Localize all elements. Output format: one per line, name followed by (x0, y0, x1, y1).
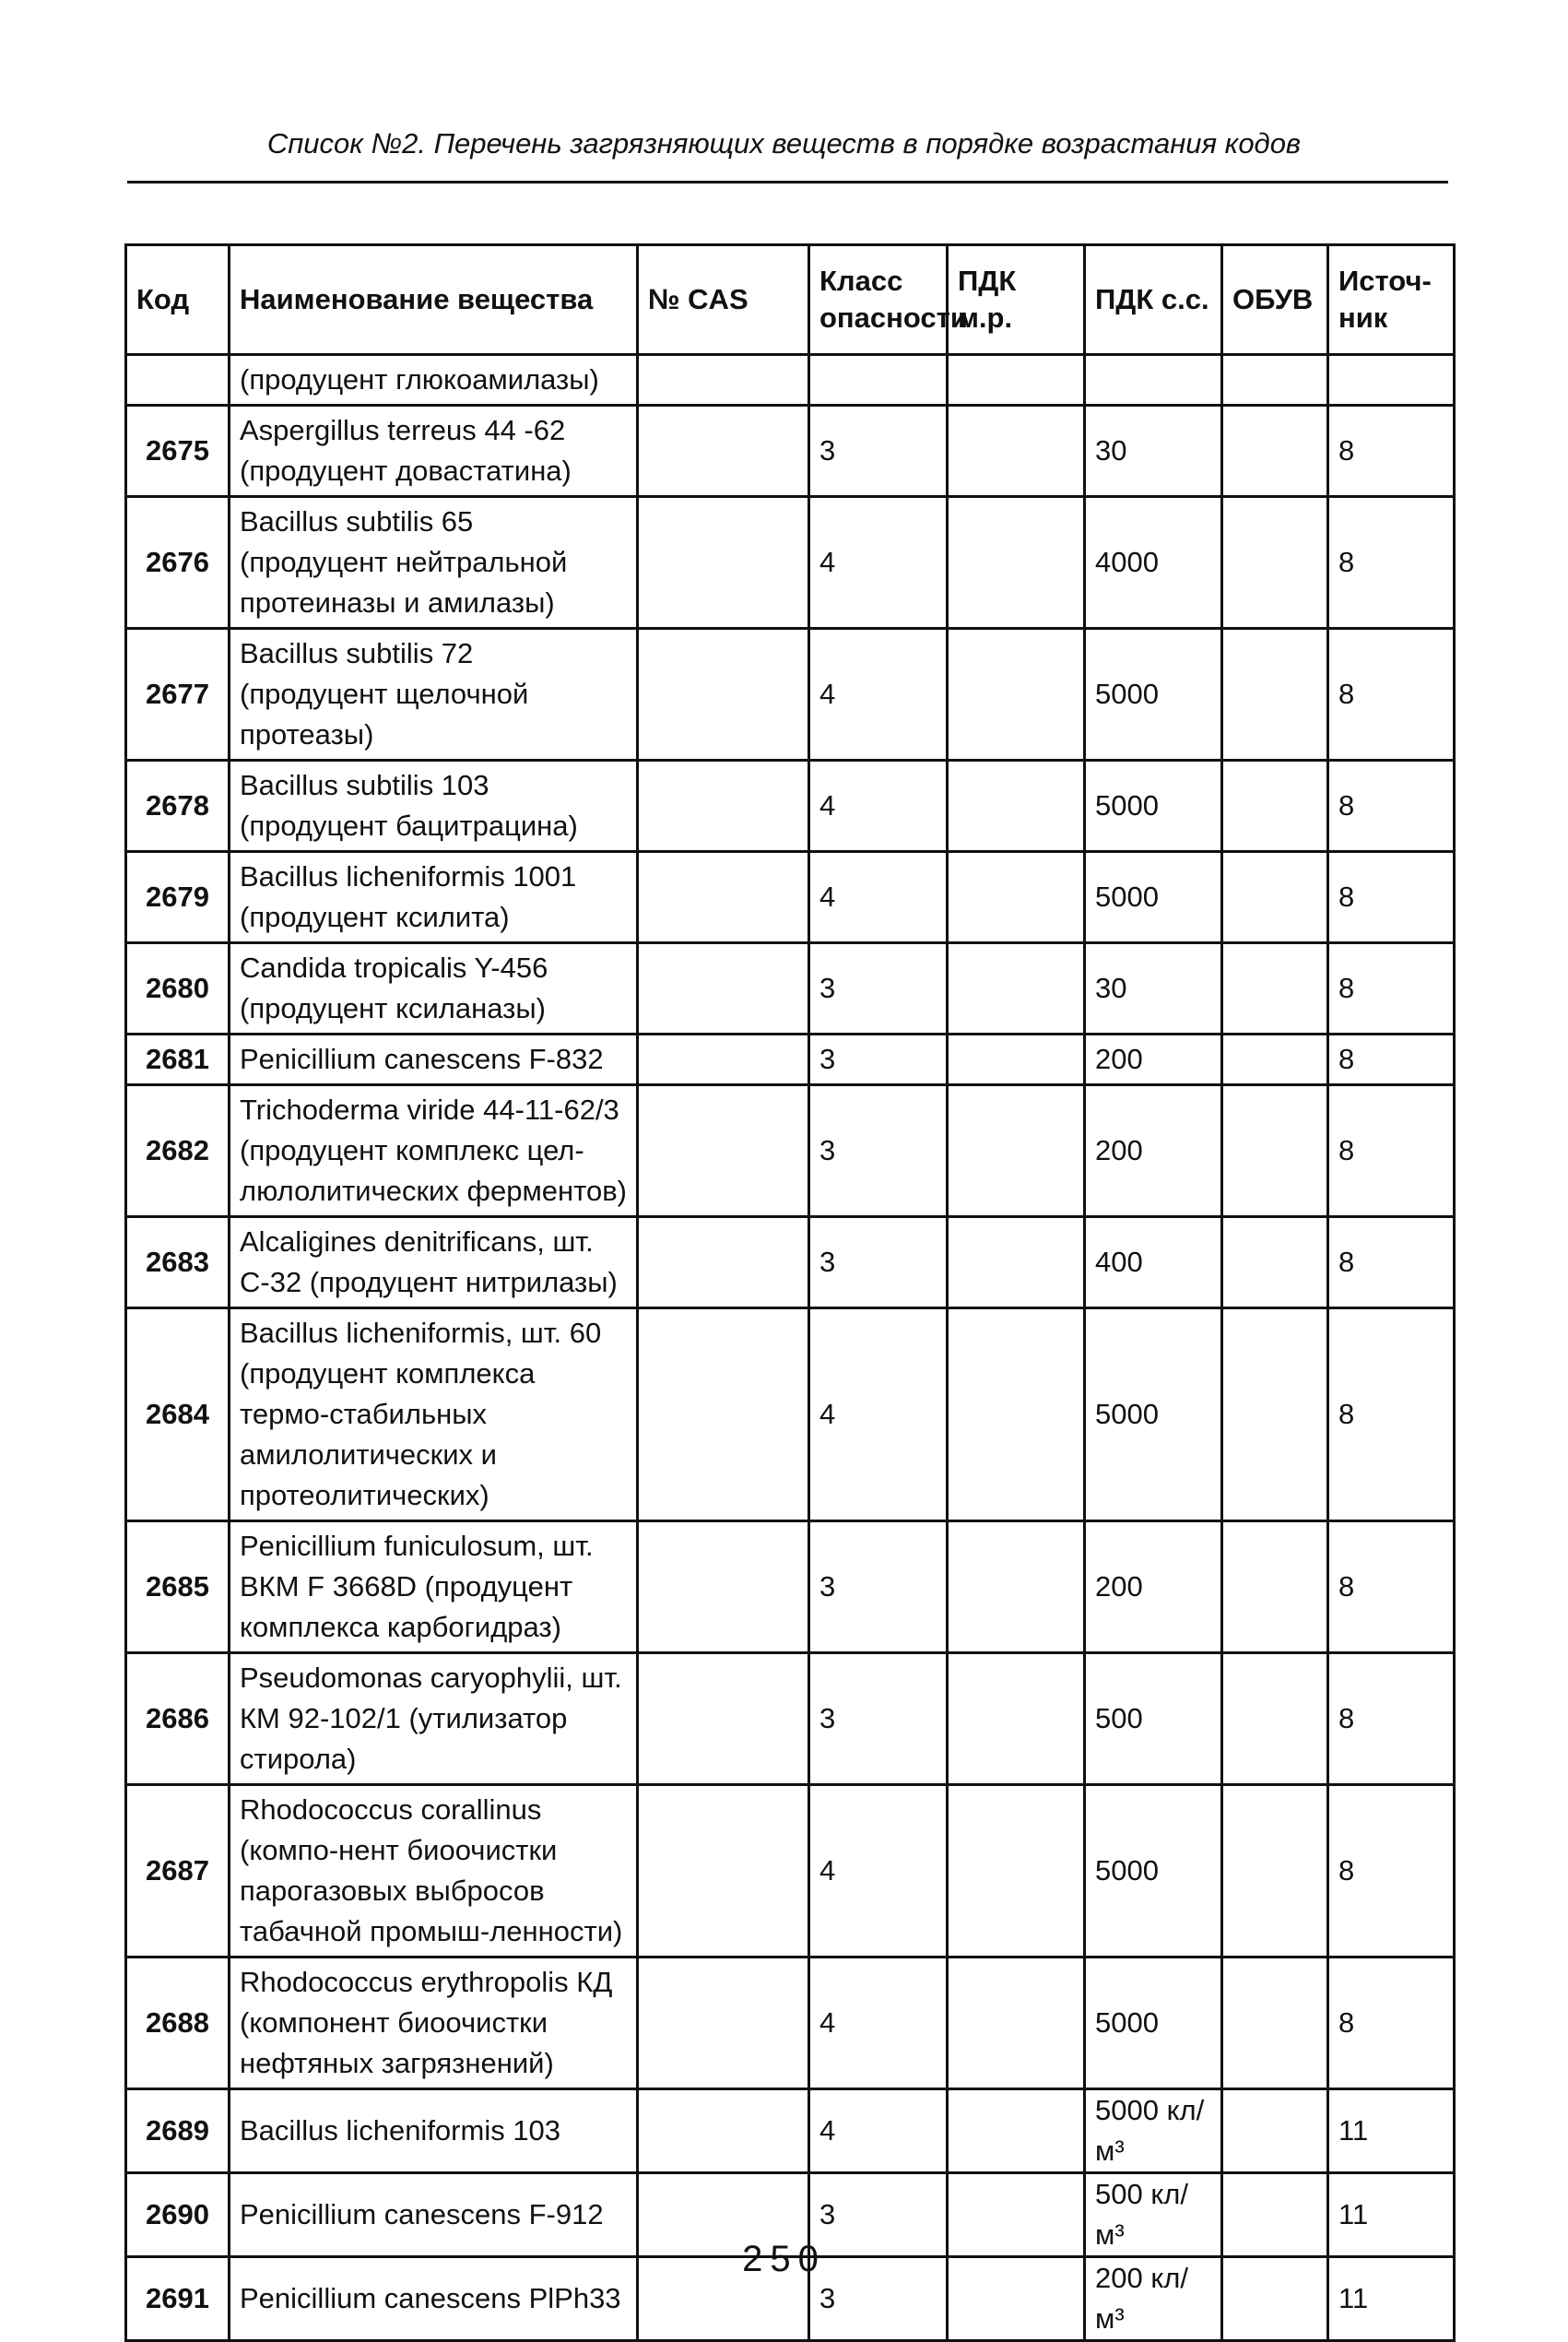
cell-pdk-ss: 4000 (1085, 497, 1222, 629)
cell-obuv (1222, 355, 1328, 406)
cell-code: 2679 (126, 852, 230, 943)
cell-pdk-mr (948, 1308, 1085, 1521)
table-row (126, 629, 1455, 761)
header-rule (127, 181, 1448, 183)
cell-pdk-mr (948, 1035, 1085, 1085)
cell-obuv (1222, 406, 1328, 497)
cell-source: 8 (1328, 497, 1455, 629)
cell-pdk-ss: 200 (1085, 1035, 1222, 1085)
cell-code: 2678 (126, 761, 230, 852)
cell-name: Rhodococcus corallinus (компо-нент биоочистки парогазовых выбросов табачной промыш-ленности) (230, 1785, 638, 1958)
cell-source: 8 (1328, 1035, 1455, 1085)
table-row (126, 761, 1455, 852)
cell-cas (638, 1035, 809, 1085)
cell-hazard-class: 4 (809, 2089, 948, 2173)
table-row (126, 1653, 1455, 1785)
cell-hazard-class: 4 (809, 1308, 948, 1521)
column-header-cas: № CAS (638, 245, 809, 355)
cell-code: 2680 (126, 943, 230, 1035)
table-row (126, 2089, 1455, 2173)
table-row (126, 497, 1455, 629)
cell-source: 8 (1328, 1521, 1455, 1653)
table-row (126, 852, 1455, 943)
cell-cas (638, 406, 809, 497)
cell-source: 8 (1328, 1217, 1455, 1308)
cell-cas (638, 1308, 809, 1521)
cell-hazard-class: 4 (809, 629, 948, 761)
cell-obuv (1222, 1653, 1328, 1785)
cell-cas (638, 1958, 809, 2089)
cell-name: Bacillus licheniformis 103 (230, 2089, 638, 2173)
cell-name: Bacillus subtilis 103 (продуцент бацитрацина) (230, 761, 638, 852)
cell-name: Aspergillus terreus 44 -62 (продуцент довастатина) (230, 406, 638, 497)
cell-pdk-ss: 30 (1085, 406, 1222, 497)
column-header-code: Код (126, 245, 230, 355)
cell-source: 8 (1328, 943, 1455, 1035)
cell-pdk-ss: 5000 (1085, 852, 1222, 943)
cell-name: Bacillus subtilis 72 (продуцент щелочной протеазы) (230, 629, 638, 761)
table-row (126, 1085, 1455, 1217)
cell-code: 2683 (126, 1217, 230, 1308)
cell-pdk-mr (948, 1521, 1085, 1653)
cell-code: 2688 (126, 1958, 230, 2089)
cell-code: 2677 (126, 629, 230, 761)
cell-pdk-ss: 5000 кл/м³ (1085, 2089, 1222, 2173)
cell-source: 8 (1328, 852, 1455, 943)
cell-code: 2691 (126, 2257, 230, 2341)
cell-obuv (1222, 497, 1328, 629)
cell-obuv (1222, 1521, 1328, 1653)
cell-code: 2686 (126, 1653, 230, 1785)
cell-hazard-class: 4 (809, 761, 948, 852)
cell-pdk-mr (948, 1085, 1085, 1217)
cell-name: Penicillium canescens F-832 (230, 1035, 638, 1085)
column-header-source: Источ-ник (1328, 245, 1455, 355)
cell-name: Bacillus subtilis 65 (продуцент нейтральной протеиназы и амилазы) (230, 497, 638, 629)
cell-cas (638, 1785, 809, 1958)
cell-cas (638, 1085, 809, 1217)
cell-name: Penicillium funiculosum, шт. ВКМ F 3668D (продуцент комплекса карбогидраз) (230, 1521, 638, 1653)
cell-source (1328, 355, 1455, 406)
cell-name: Penicillium canescens F-912 (230, 2173, 638, 2257)
cell-code: 2681 (126, 1035, 230, 1085)
cell-pdk-mr (948, 1653, 1085, 1785)
cell-name: Trichoderma viride 44-11-62/3 (продуцент комплекс цел-люлолитических ферментов) (230, 1085, 638, 1217)
column-header-obuv: ОБУВ (1222, 245, 1328, 355)
cell-pdk-ss (1085, 355, 1222, 406)
cell-source: 8 (1328, 761, 1455, 852)
table-row (126, 1217, 1455, 1308)
cell-cas (638, 1653, 809, 1785)
cell-pdk-ss: 200 (1085, 1521, 1222, 1653)
cell-obuv (1222, 1785, 1328, 1958)
cell-name: Bacillus licheniformis, шт. 60 (продуцент комплекса термо-стабильных амилолитических и протеолитических) (230, 1308, 638, 1521)
cell-code: 2684 (126, 1308, 230, 1521)
cell-obuv (1222, 1035, 1328, 1085)
cell-pdk-mr (948, 1217, 1085, 1308)
cell-pdk-ss: 5000 (1085, 629, 1222, 761)
cell-source: 8 (1328, 1958, 1455, 2089)
cell-cas (638, 2089, 809, 2173)
cell-hazard-class: 3 (809, 2257, 948, 2341)
cell-cas (638, 761, 809, 852)
cell-cas (638, 1217, 809, 1308)
cell-name: Rhodococcus erythropolis КД (компонент биоочистки нефтяных загрязнений) (230, 1958, 638, 2089)
cell-pdk-ss: 500 (1085, 1653, 1222, 1785)
table-row (126, 355, 1455, 406)
cell-pdk-ss: 400 (1085, 1217, 1222, 1308)
cell-code: 2690 (126, 2173, 230, 2257)
cell-pdk-ss: 30 (1085, 943, 1222, 1035)
cell-pdk-ss: 5000 (1085, 1785, 1222, 1958)
cell-name: Bacillus licheniformis 1001 (продуцент ксилита) (230, 852, 638, 943)
cell-obuv (1222, 1085, 1328, 1217)
cell-pdk-ss: 5000 (1085, 761, 1222, 852)
column-header-hazard-class: Класс опасности (809, 245, 948, 355)
table-row (126, 1958, 1455, 2089)
cell-hazard-class: 4 (809, 497, 948, 629)
cell-code: 2675 (126, 406, 230, 497)
cell-pdk-ss: 200 (1085, 1085, 1222, 1217)
cell-obuv (1222, 761, 1328, 852)
cell-pdk-mr (948, 406, 1085, 497)
cell-pdk-mr (948, 629, 1085, 761)
table-body (126, 355, 1455, 2341)
cell-hazard-class: 4 (809, 852, 948, 943)
cell-name: Pseudomonas caryophylii, шт. КМ 92-102/1 (утилизатор стирола) (230, 1653, 638, 1785)
cell-pdk-mr (948, 497, 1085, 629)
table-row (126, 1308, 1455, 1521)
cell-name: Penicillium canescens PlPh33 (230, 2257, 638, 2341)
cell-pdk-ss: 5000 (1085, 1308, 1222, 1521)
cell-source: 8 (1328, 1308, 1455, 1521)
page-header-title: Список №2. Перечень загрязняющих веществ в порядке возрастания кодов (266, 127, 1302, 160)
cell-cas (638, 497, 809, 629)
cell-code: 2682 (126, 1085, 230, 1217)
cell-source: 11 (1328, 2173, 1455, 2257)
cell-source: 8 (1328, 406, 1455, 497)
column-header-pdk-mr: ПДК м.р. (948, 245, 1085, 355)
cell-hazard-class (809, 355, 948, 406)
table-row (126, 1521, 1455, 1653)
cell-cas (638, 852, 809, 943)
cell-hazard-class: 3 (809, 1653, 948, 1785)
cell-pdk-ss: 5000 (1085, 1958, 1222, 2089)
cell-cas (638, 629, 809, 761)
cell-cas (638, 943, 809, 1035)
cell-hazard-class: 3 (809, 943, 948, 1035)
cell-code (126, 355, 230, 406)
cell-pdk-mr (948, 2089, 1085, 2173)
table-row (126, 1035, 1455, 1085)
cell-code: 2689 (126, 2089, 230, 2173)
page-number: 250 (742, 2239, 826, 2279)
cell-pdk-mr (948, 852, 1085, 943)
cell-source: 8 (1328, 1085, 1455, 1217)
cell-pdk-mr (948, 355, 1085, 406)
cell-hazard-class: 3 (809, 2173, 948, 2257)
cell-obuv (1222, 1308, 1328, 1521)
cell-code: 2685 (126, 1521, 230, 1653)
cell-pdk-mr (948, 943, 1085, 1035)
table-row (126, 943, 1455, 1035)
cell-cas (638, 355, 809, 406)
cell-hazard-class: 4 (809, 1958, 948, 2089)
cell-obuv (1222, 852, 1328, 943)
cell-pdk-ss: 500 кл/м³ (1085, 2173, 1222, 2257)
cell-code: 2687 (126, 1785, 230, 1958)
cell-hazard-class: 4 (809, 1785, 948, 1958)
cell-source: 11 (1328, 2257, 1455, 2341)
cell-name: (продуцент глюкоамилазы) (230, 355, 638, 406)
cell-obuv (1222, 629, 1328, 761)
pollutants-table (124, 243, 1456, 2342)
cell-pdk-mr (948, 761, 1085, 852)
cell-hazard-class: 3 (809, 1521, 948, 1653)
table-header-row (126, 245, 1455, 355)
cell-hazard-class: 3 (809, 1085, 948, 1217)
cell-name: Alcaligines denitrificans, шт. С-32 (продуцент нитрилазы) (230, 1217, 638, 1308)
table-row (126, 406, 1455, 497)
cell-pdk-mr (948, 1785, 1085, 1958)
cell-source: 8 (1328, 1653, 1455, 1785)
cell-pdk-ss: 200 кл/м³ (1085, 2257, 1222, 2341)
cell-hazard-class: 3 (809, 1035, 948, 1085)
cell-hazard-class: 3 (809, 1217, 948, 1308)
cell-obuv (1222, 1217, 1328, 1308)
column-header-name: Наименование вещества (230, 245, 638, 355)
table-row (126, 1785, 1455, 1958)
cell-name: Candida tropicalis Y-456 (продуцент ксиланазы) (230, 943, 638, 1035)
column-header-pdk-ss: ПДК с.с. (1085, 245, 1222, 355)
cell-source: 11 (1328, 2089, 1455, 2173)
cell-obuv (1222, 1958, 1328, 2089)
cell-obuv (1222, 943, 1328, 1035)
cell-pdk-mr (948, 1958, 1085, 2089)
cell-code: 2676 (126, 497, 230, 629)
cell-cas (638, 1521, 809, 1653)
cell-obuv (1222, 2089, 1328, 2173)
cell-source: 8 (1328, 1785, 1455, 1958)
cell-hazard-class: 3 (809, 406, 948, 497)
cell-source: 8 (1328, 629, 1455, 761)
